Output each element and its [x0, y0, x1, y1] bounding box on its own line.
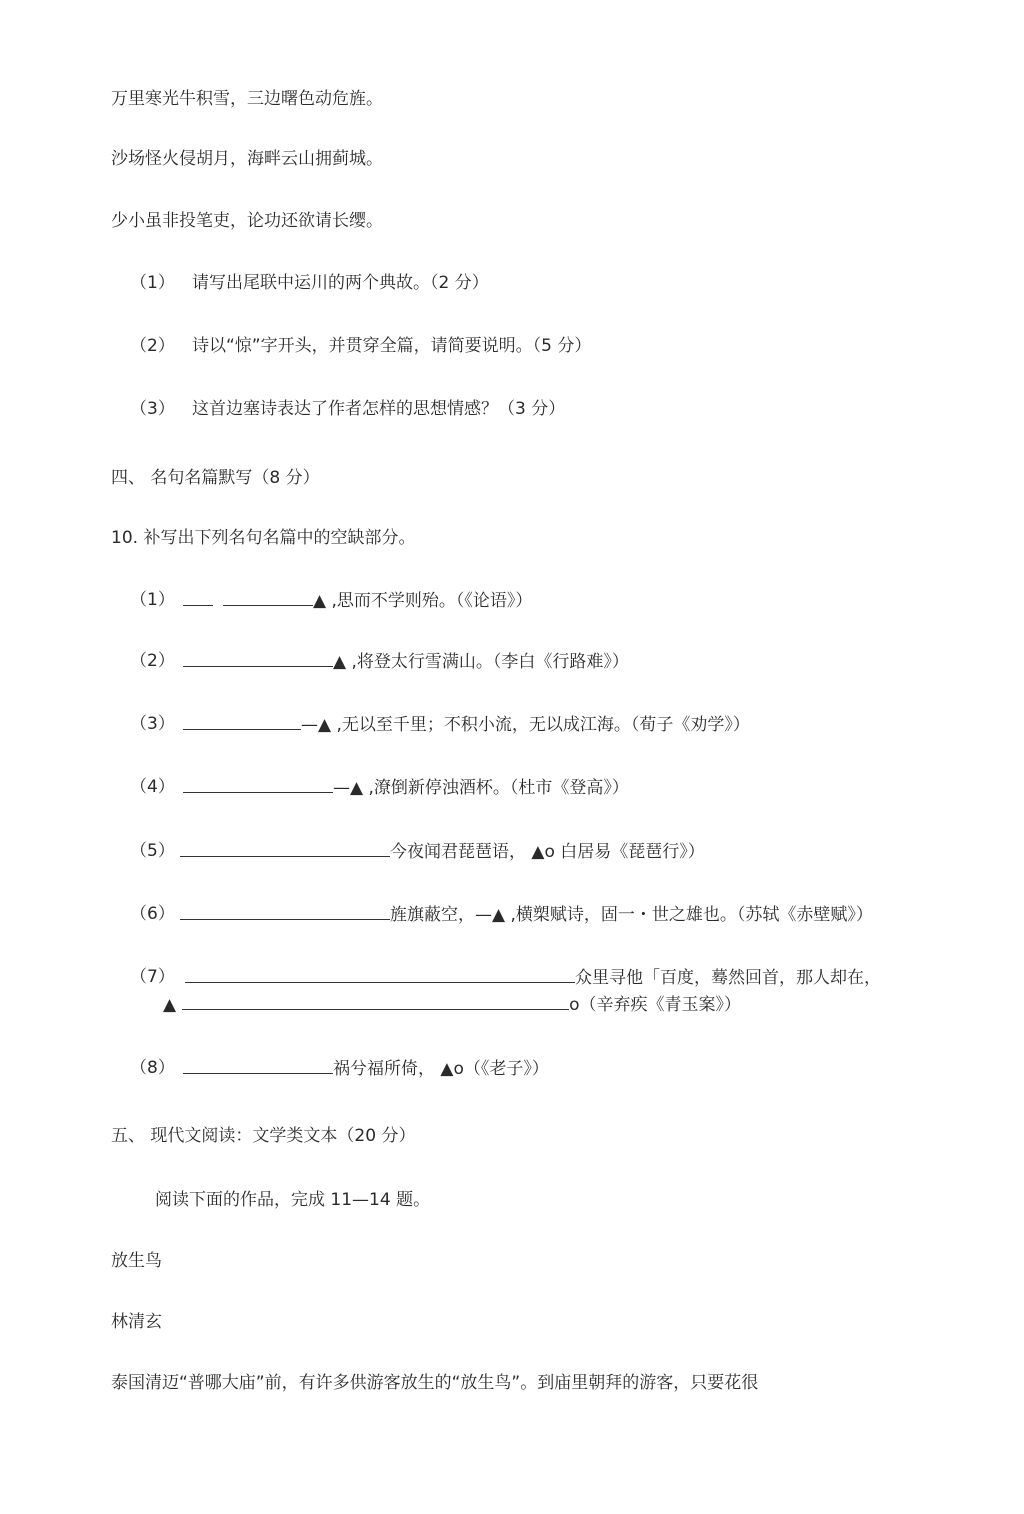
- fill-text: ,思而不学则殆。（《论语》）: [326, 591, 533, 611]
- answer-blank[interactable]: [182, 993, 569, 1010]
- question-number: （2）: [130, 336, 175, 356]
- answer-blank[interactable]: [223, 589, 313, 606]
- fill-text: 旌旗蔽空，—▲ ,横槊赋诗，固一・世之雄也。（苏轼《赤壁赋》）: [390, 905, 873, 925]
- fill-number: （2）: [130, 651, 175, 671]
- question-text: 这首边塞诗表达了作者怎样的思想情感？（3 分）: [192, 399, 566, 419]
- question-title: 10. 补写出下列名句名篇中的空缺部分。: [111, 528, 416, 548]
- fill-item: [183, 589, 532, 612]
- fill-text: ,无以至千里；不积小流，无以成江海。（荀子《劝学》）: [331, 715, 750, 735]
- fill-number: （5）: [130, 841, 175, 861]
- triangle-icon: ▲: [313, 591, 327, 611]
- answer-blank[interactable]: [183, 1057, 333, 1074]
- question-number: （1）: [130, 273, 175, 293]
- fill-text: 祸兮福所倚， ▲o（《老子》）: [333, 1059, 549, 1079]
- fill-number: （8）: [130, 1058, 175, 1078]
- answer-blank[interactable]: [183, 589, 213, 606]
- triangle-icon: ▲: [333, 652, 347, 672]
- question-text: 诗以“惊”字开头，并贯穿全篇，请简要说明。（5 分）: [192, 336, 592, 356]
- triangle-icon: ▲: [318, 715, 332, 735]
- fill-number: （1）: [130, 590, 175, 610]
- poem-line: 沙场怪火侵胡月，海畔云山拥蓟城。: [111, 149, 383, 169]
- article-title: 放生鸟: [111, 1251, 162, 1271]
- question-text: 请写出尾联中运川的两个典故。（2 分）: [192, 273, 489, 293]
- answer-blank[interactable]: [183, 650, 333, 667]
- dash: —: [301, 715, 318, 735]
- fill-item: [180, 903, 873, 926]
- answer-blank[interactable]: [183, 776, 333, 793]
- fill-number: （7）: [130, 967, 175, 987]
- triangle-icon: ▲: [163, 995, 177, 1015]
- question-number: （3）: [130, 399, 175, 419]
- fill-item: [183, 713, 750, 736]
- fill-text: o（辛弃疾《青玉案》）: [569, 995, 741, 1015]
- answer-blank[interactable]: [185, 966, 575, 983]
- answer-blank[interactable]: [180, 840, 390, 857]
- fill-item: [180, 840, 705, 863]
- fill-item-continued: [163, 993, 741, 1016]
- fill-number: （6）: [130, 904, 175, 924]
- article-paragraph: 泰国清迈“普哪大庙”前，有许多供游客放生的“放生鸟”。到庙里朝拜的游客，只要花很: [111, 1373, 759, 1393]
- fill-text: 众里寻他「百度，蓦然回首，那人却在，: [575, 968, 881, 988]
- poem-line: 万里寒光牛积雪，三边曙色动危旌。: [111, 89, 383, 109]
- fill-item: [183, 1057, 549, 1080]
- fill-item: [183, 650, 629, 673]
- dash: —: [333, 778, 350, 798]
- fill-item: [183, 776, 629, 799]
- fill-number: （4）: [130, 777, 175, 797]
- fill-item: [185, 966, 881, 989]
- answer-blank[interactable]: [183, 713, 301, 730]
- fill-text: ,将登太行雪满山。（李白《行路难》）: [346, 652, 629, 672]
- fill-text: 今夜闻君琵琶语， ▲o 白居易《琵琶行》）: [390, 842, 705, 862]
- reading-intro: 阅读下面的作品，完成 11—14 题。: [155, 1190, 431, 1210]
- triangle-icon: ▲: [350, 778, 364, 798]
- section-heading: 四、 名句名篇默写（8 分）: [111, 468, 320, 488]
- fill-number: （3）: [130, 714, 175, 734]
- poem-line: 少小虽非投笔吏，论功还欲请长缨。: [111, 211, 383, 231]
- answer-blank[interactable]: [180, 903, 390, 920]
- article-author: 林清玄: [111, 1312, 162, 1332]
- fill-text: ,潦倒新停浊酒杯。（杜市《登高》）: [363, 778, 629, 798]
- section-heading: 五、 现代文阅读：文学类文本（20 分）: [111, 1126, 416, 1146]
